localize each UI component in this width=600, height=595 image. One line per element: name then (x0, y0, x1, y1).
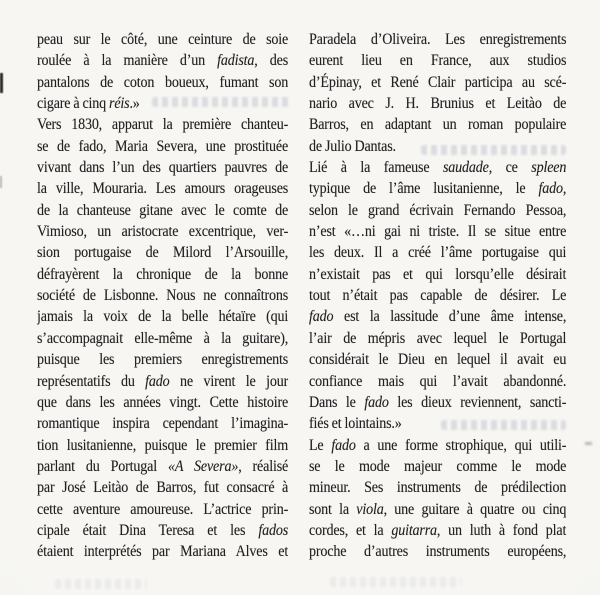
scan-edge-mark (0, 73, 3, 93)
text-line: n’existait pas et qui lorsqu’elle désirait (309, 265, 567, 283)
text-line: n’est «…ni gai ni triste. Il se situe entre (309, 223, 567, 241)
text-line: Vimioso, un aristocrate excentrique, ver- (37, 223, 289, 241)
text-line: fado est la lassitude d’une âme intense, (309, 308, 567, 326)
text-line: par José Leitào de Barros, fut consacré à (37, 479, 289, 497)
text-line: étaient interprétés par Mariana Alves et (37, 543, 289, 561)
text-line: jamais la voix de la belle hétaïre (qui (37, 308, 289, 326)
text-line: confiance mais qui l’avait abandonné. (309, 372, 567, 390)
ink-bleedthrough-mark (441, 420, 566, 430)
text-line: tion lusitanienne, puisque le premier film (37, 436, 289, 454)
text-line: de Julio Dantas. (309, 137, 396, 155)
text-line: cette aventure amoureuse. L’actrice prin- (37, 500, 289, 518)
text-line: la ville, Mouraria. Les amours orageuses (37, 180, 289, 198)
text-line: cordes, et la guitarra, un luth à fond plat (309, 521, 567, 539)
text-column-right (309, 29, 566, 563)
text-line: sont la viola, une guitare à quatre ou cinq (309, 500, 567, 518)
text-line: mineur. Ses instruments de prédilection (309, 479, 567, 497)
text-line: nario avec J. H. Brunius et Leitào de (309, 95, 567, 113)
text-line: Vers 1830, apparut la première chanteu- (37, 116, 289, 134)
text-line: tout n’était pas capable de désirer. Le (309, 287, 567, 305)
text-line: puisque les premiers enregistrements (37, 351, 289, 369)
text-line: les deux. Il a créé l’âme portugaise qui (309, 244, 567, 262)
text-line: défrayèrent la chronique de la bonne (37, 265, 289, 283)
text-line: cipale était Dina Teresa et les fados (37, 521, 289, 539)
text-line: fiés et lointains.» (309, 415, 402, 433)
ink-bleedthrough-mark (421, 145, 566, 155)
text-line: Dans le fado les dieux reviennent, sancti- (309, 393, 567, 411)
text-line: sion portugaise de Milord l’Arsouille, (37, 244, 289, 262)
ink-bleedthrough-mark (152, 97, 290, 107)
text-line: Barros, en adaptant un roman populaire (309, 116, 567, 134)
scan-edge-mark (0, 176, 2, 188)
text-line: d’Épinay, et René Clair participa au scé- (309, 73, 567, 91)
text-line: l’air de mépris avec lequel le Portugal (309, 329, 567, 347)
text-line: typique de l’âme lusitanienne, le fado, (309, 180, 567, 198)
text-line: se le mode majeur comme le mode (309, 457, 567, 475)
text-line: pantalons de coton boueux, fumant son (37, 73, 289, 91)
ink-bleedthrough-mark (55, 579, 147, 589)
text-line: représentatifs du fado ne virent le jour (37, 372, 289, 390)
ink-bleedthrough-mark (330, 577, 462, 587)
text-line: Lié à la fameuse saudade, ce spleen (309, 159, 567, 177)
text-line: de la chanteuse gitane avec le comte de (37, 201, 289, 219)
text-line: société de Lisbonne. Nous ne connaîtrons (37, 287, 289, 305)
text-line: se de fado, Maria Severa, une prostituée (37, 137, 289, 155)
text-line: Paradela d’Oliveira. Les enregistrements (309, 31, 567, 48)
text-line: roulée à la manière d’un fadista, des (37, 52, 289, 70)
text-line: que dans les années vingt. Cette histoire (37, 393, 289, 411)
text-line: romantique inspira cependant l’imagina- (37, 415, 289, 433)
scan-edge-mark (585, 442, 592, 445)
text-line: Le fado a une forme strophique, qui utili- (309, 436, 567, 454)
text-column-left (37, 29, 288, 563)
text-line: peau sur le côté, une ceinture de soie (37, 31, 289, 48)
text-line: s’accompagnait elle-même à la guitare), (37, 329, 289, 347)
text-line: eurent lieu en France, aux studios (309, 52, 567, 70)
text-line: cigare à cinq réis.» (37, 95, 140, 113)
text-line: proche d’autres instruments européens, (309, 543, 567, 561)
text-line: considérait le Dieu en lequel il avait eu (309, 351, 567, 369)
text-line: parlant du Portugal «A Severa», réalisé (37, 457, 289, 475)
text-line: vivant dans l’un des quartiers pauvres de (37, 159, 289, 177)
text-line: selon le grand écrivain Fernando Pessoa, (309, 201, 567, 219)
